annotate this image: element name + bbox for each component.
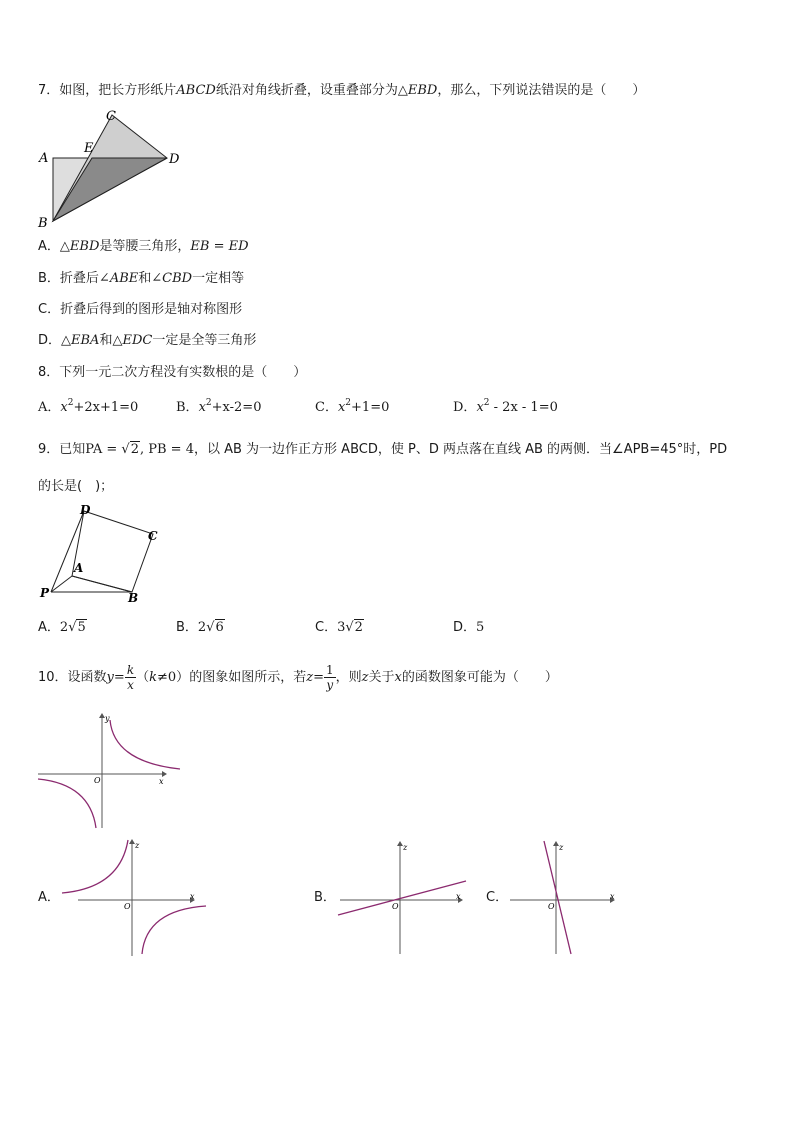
q7-figure (30, 106, 190, 230)
q7-label-b: B (38, 216, 48, 230)
q7-label-d: D (169, 152, 180, 167)
q9-label-a: A (74, 561, 84, 575)
q9-option-a[interactable]: A．2√5 (38, 620, 86, 635)
q9-label-p: P (40, 586, 50, 600)
q7-option-c[interactable]: C．折叠后得到的图形是轴对称图形 (38, 302, 243, 317)
graph-axis-label: O (392, 902, 399, 911)
graph-axis-label: x (159, 777, 164, 786)
q9-figure (36, 500, 166, 606)
q9-option-d[interactable]: D．5 (453, 620, 485, 635)
q10-option-b-label[interactable]: B． (314, 890, 336, 905)
q10-option-c-graph[interactable] (506, 838, 624, 958)
q7-label-a: A (39, 151, 49, 166)
q8-option-d[interactable]: D．$x^2 - 2x - 1=0$ (453, 398, 558, 415)
q10-option-b-graph[interactable] (334, 838, 470, 958)
q7-label-c: C (106, 109, 116, 124)
graph-axis-label: y (105, 714, 110, 723)
q10-option-c-label[interactable]: C． (486, 890, 509, 905)
q9-label-d: D (80, 503, 91, 517)
graph-axis-label: x (456, 892, 461, 901)
q8-option-b[interactable]: B．$x^2+x-2=0$ (176, 398, 262, 415)
q8-stem: 8．下列一元二次方程没有实数根的是（ ） (38, 365, 307, 380)
graph-axis-label: z (135, 841, 140, 850)
q10-stem: 10．设函数y= $\frac{k}{x}$ （k≠0）的图象如图所示，若z= $\frac{1}{y}$ ，则z关于x的函数图象可能为（ ） (38, 663, 558, 692)
graph-axis-label: x (610, 892, 615, 901)
graph-axis-label: O (94, 776, 101, 785)
graph-axis-label: O (548, 902, 555, 911)
graph-axis-label: x (190, 892, 195, 901)
q9-label-b: B (128, 591, 139, 605)
graph-axis-label: z (559, 843, 564, 852)
q9-label-c: C (148, 529, 158, 543)
graph-axis-label: z (403, 843, 408, 852)
q7-stem: 7．如图，把长方形纸片ABCD纸沿对角线折叠，设重叠部分为△EBD，那么，下列说法错误的是（ ） (38, 83, 646, 98)
q10-option-a-graph[interactable] (58, 836, 210, 958)
q7-option-a[interactable]: A．△EBD是等腰三角形，EB = ED (38, 239, 249, 254)
q9-stem: 9．已知PA = √2, PB = 4，以 AB 为一边作正方形 ABCD，使 P、D 两点落在直线 AB 的两侧．当∠APB=45°时，PD (38, 442, 728, 457)
q9-option-c[interactable]: C．3√2 (315, 620, 363, 635)
q8-option-a[interactable]: A．$x^2+2x+1=0$ (38, 398, 139, 415)
graph-axis-label: O (124, 902, 131, 911)
q7-option-d[interactable]: D．△EBA和△EDC一定是全等三角形 (38, 333, 257, 348)
q8-option-c[interactable]: C．$x^2+1=0$ (315, 398, 390, 415)
q9-stem-cont: 的长是( )； (38, 479, 114, 494)
q10-option-a-label[interactable]: A． (38, 890, 60, 905)
q10-given-graph (36, 712, 186, 832)
q9-option-b[interactable]: B．2√6 (176, 620, 224, 635)
q7-label-e: E (84, 141, 94, 156)
q7-option-b[interactable]: B．折叠后∠ABE和∠CBD一定相等 (38, 271, 245, 286)
